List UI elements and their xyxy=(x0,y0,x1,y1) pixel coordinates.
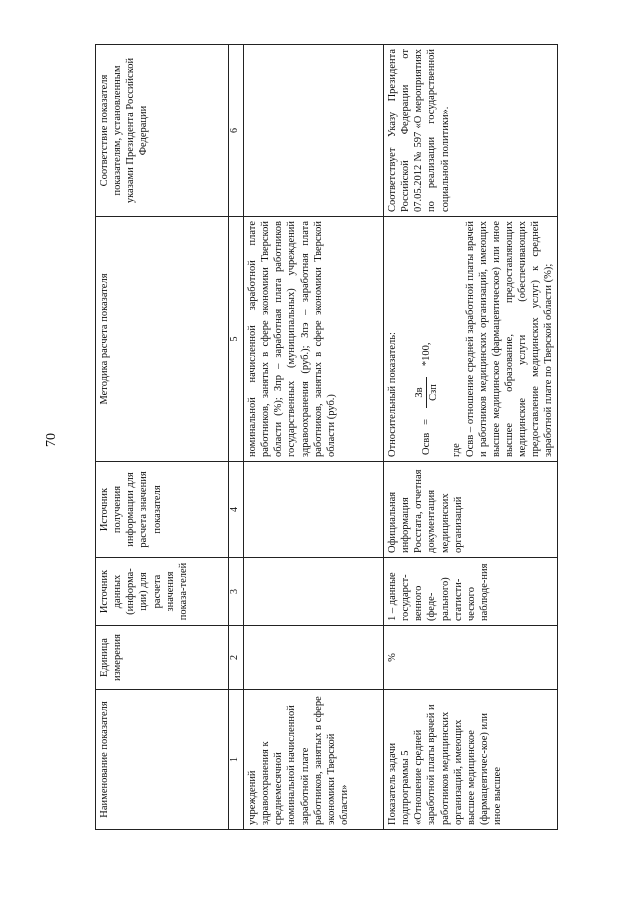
header-unit: Единица измерения xyxy=(96,626,229,690)
header-method: Методика расчета показателя xyxy=(96,217,229,462)
table-row xyxy=(244,45,384,830)
method-intro: Относительный показатель: xyxy=(387,332,398,457)
method-where: где xyxy=(451,443,463,457)
col-number-6: 6 xyxy=(229,45,244,217)
row2-unit: % xyxy=(384,626,558,690)
col-number-3: 3 xyxy=(229,558,244,626)
row2-compliance: Соответствует Указу Президента Российской Федерации от 07.05.2012 № 597 «О мероприятиях по реализации государственной социальной политики». xyxy=(384,45,558,217)
column-number-row xyxy=(229,45,244,830)
row2-info: Официальная информация Росстата, отчетная документация медицинских организаций xyxy=(384,462,558,558)
col-number-4: 4 xyxy=(229,462,244,558)
formula-lhs: Освв xyxy=(421,432,433,455)
header-info-source: Источник получения информации для расчета значения показателя xyxy=(96,462,229,558)
formula-tail: *100, xyxy=(421,342,433,367)
col-number-2: 2 xyxy=(229,626,244,690)
rotated-table-container xyxy=(95,45,575,830)
table-header-row xyxy=(96,45,229,830)
header-indicator-name: Наименование показателя xyxy=(96,690,229,830)
header-data-source: Источник данных (информа-ции) для расчета значения показа-телей xyxy=(96,558,229,626)
table-row xyxy=(384,45,558,830)
row1-compliance xyxy=(244,45,384,217)
formula-fraction xyxy=(413,374,440,411)
row1-unit xyxy=(244,626,384,690)
indicator-table xyxy=(95,44,558,830)
row1-info xyxy=(244,462,384,558)
row2-source: 1 – данные государст-венного (феде-рального) статисти-ческого наблюде-ния xyxy=(384,558,558,626)
col-number-1: 1 xyxy=(229,690,244,830)
row2-method xyxy=(384,217,558,462)
row1-name: учреждений здравоохранения к среднемесячной номинальной начисленной заработной плате работников, занятых в сфере экономики Тверской области» xyxy=(244,690,384,830)
header-compliance: Соответствие показателя показателям, установленным указами Президента Российской Федерации xyxy=(96,45,229,217)
page-number: 70 xyxy=(44,433,59,447)
row2-name: Показатель задачи подпрограммы 5 «Отношение средней заработной платы врачей и работников медицинских организаций, имеющих высшее медицинское (фармацевтичес-кое) или иное высшее xyxy=(384,690,558,830)
row1-source xyxy=(244,558,384,626)
formula-numerator: Зв xyxy=(413,377,427,407)
col-number-5: 5 xyxy=(229,217,244,462)
method-text: Освв – отношение средней заработной платы врачей и работников медицинских организаций, имеющих высшее медицинское (фармацевтическое) или иное высшее образование, предоставляющих медицинские услуги (обеспечивающих предоставление медицинских услуг) к средней заработной плате по Тверской области (%); xyxy=(464,221,555,457)
formula-eq: = xyxy=(421,418,433,425)
formula xyxy=(413,221,440,455)
formula-denominator: Сзп xyxy=(428,384,440,401)
row1-method: номинальной начисленной заработной плате работников, занятых в сфере экономики Тверской области (%); Зпр – заработная плата работников государственных (муниципальных) учреждений здравоохранения (руб.); Зпэ – заработная плата работников, занятых в сфере экономики Тверской области (руб.) xyxy=(244,217,384,462)
